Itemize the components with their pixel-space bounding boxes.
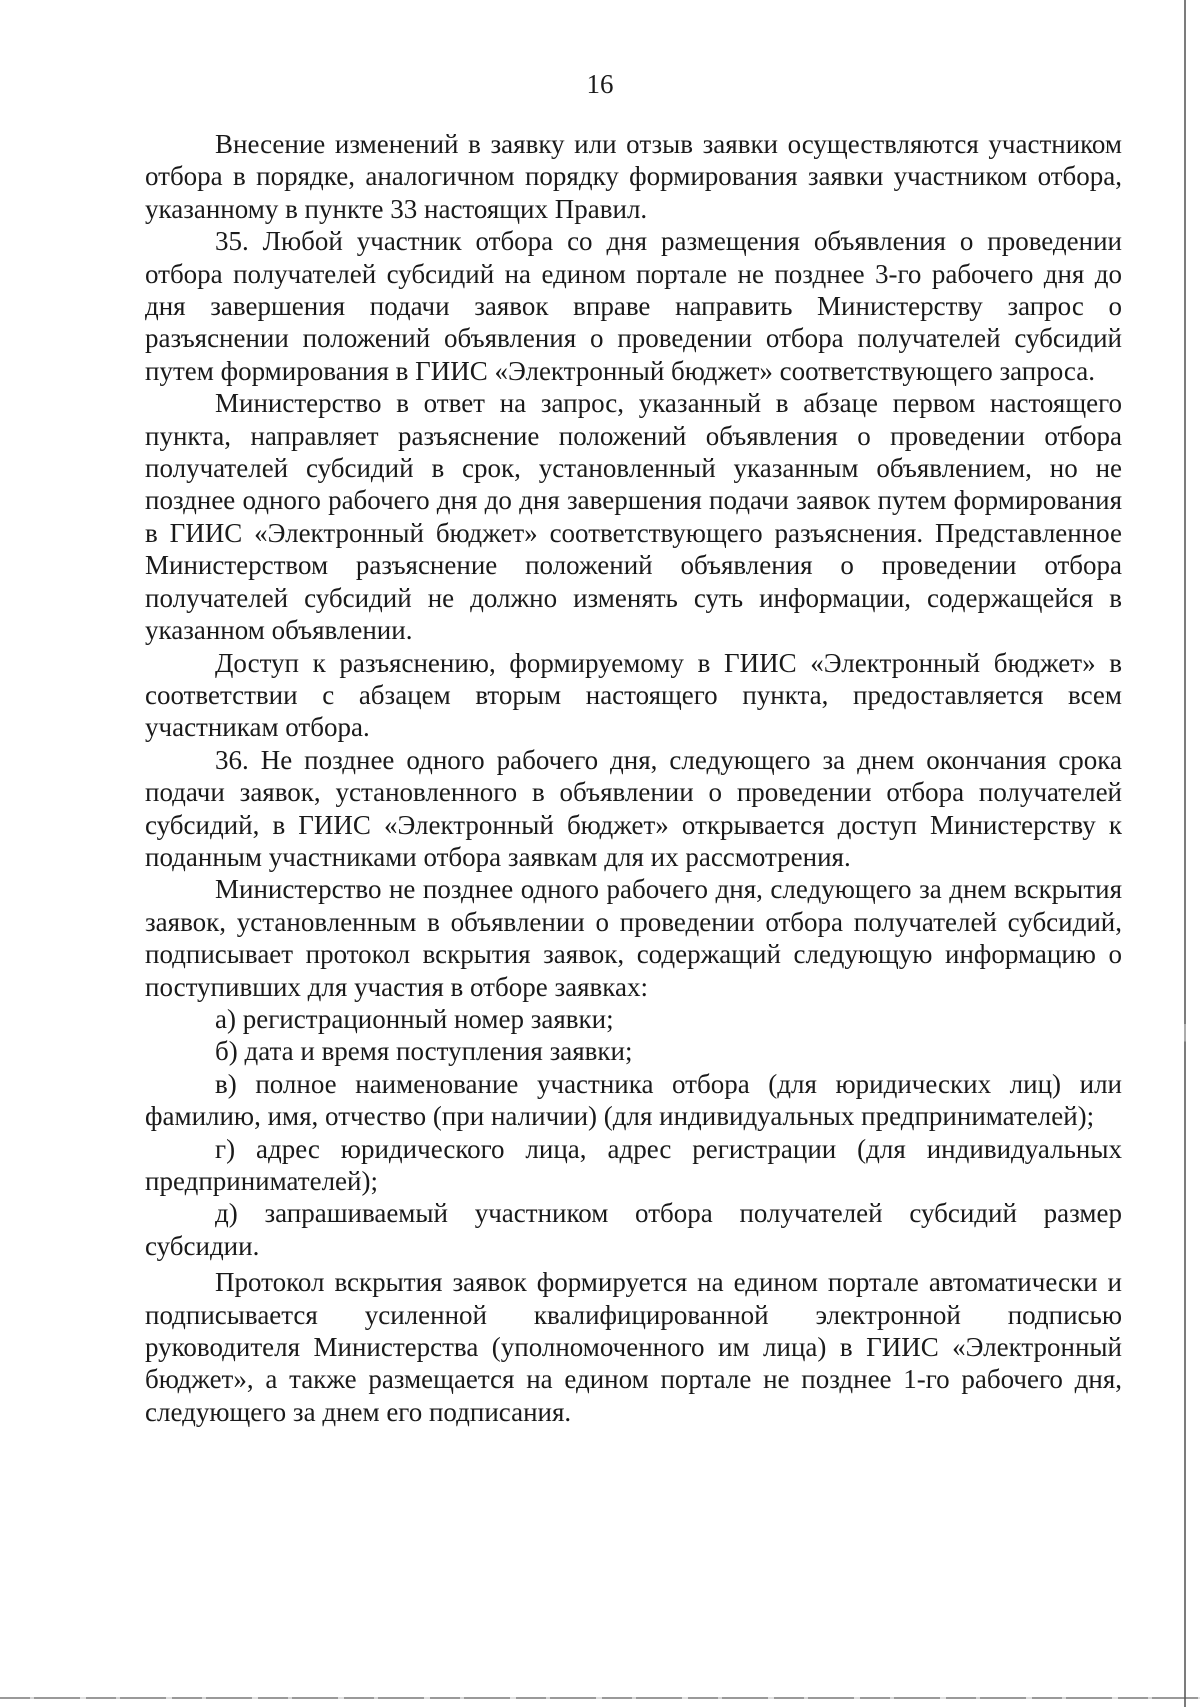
scan-edge-right	[1184, 0, 1186, 1707]
paragraph-item-36: 36. Не позднее одного рабочего дня, следующего за днем окончания срока подачи заявок, установленного в объявлении о проведении отбора получателей субсидий, в ГИИС «Электронный бюджет» открывается доступ Министерству к поданным участниками отбора заявкам для их рассмотрения.	[145, 744, 1122, 872]
list-item-d: д) запрашиваемый участником отбора получателей субсидий размер субсидии.	[145, 1198, 1122, 1261]
paragraph-item-35: 35. Любой участник отбора со дня размещения объявления о проведении отбора получателей субсидий на едином портале не позднее 3-го рабочего дня до дня завершения подачи заявок вправе направить Министерству запрос о разъяснении положений объявления о проведении отбора получателей субсидий путем формирования в ГИИС «Электронный бюджет» соответствующего запроса.	[145, 226, 1122, 386]
document-body	[145, 128, 1122, 1428]
paragraph-amendment-withdrawal: Внесение изменений в заявку или отзыв заявки осуществляются участником отбора в порядке, аналогичном порядку формирования заявки участником отбора, указанному в пункте 33 настоящих Правил.	[145, 129, 1122, 224]
list-item-v: в) полное наименование участника отбора (для юридических лиц) или фамилию, имя, отчество (при наличии) (для индивидуальных предпринимателей);	[145, 1068, 1122, 1132]
paragraph-protocol-signing: Протокол вскрытия заявок формируется на едином портале автоматически и подписывается усиленной квалифицированной электронной подписью руководителя Министерства (уполномоченного им лица) в ГИИС «Электронный бюджет», а также размещается на едином портале не позднее 1-го рабочего дня, следующего за днем его подписания.	[145, 1267, 1122, 1427]
paragraph-ministry-response: Министерство в ответ на запрос, указанный в абзаце первом настоящего пункта, направляет разъяснение положений объявления о проведении отбора получателей субсидий в срок, установленный указанным объявлением, но не позднее одного рабочего дня до дня завершения подачи заявок путем формирования в ГИИС «Электронный бюджет» соответствующего разъяснения. Представленное Министерством разъяснение положений объявления о проведении отбора получателей субсидий не должно изменять суть информации, содержащейся в указанном объявлении.	[145, 388, 1122, 646]
paragraph-access-clarification: Доступ к разъяснению, формируемому в ГИИС «Электронный бюджет» в соответствии с абзацем вторым настоящего пункта, предоставляется всем участникам отбора.	[145, 647, 1122, 743]
scan-edge-bottom	[0, 1697, 1200, 1699]
list-item-a: а) регистрационный номер заявки;	[215, 1003, 614, 1034]
paragraph-opening-protocol: Министерство не позднее одного рабочего дня, следующего за днем вскрытия заявок, установленным в объявлении о проведении отбора получателей субсидий, подписывает протокол вскрытия заявок, содержащий следующую информацию о поступивших для участия в отборе заявках:	[145, 874, 1122, 1002]
page-number: 16	[586, 69, 614, 99]
list-item-b: б) дата и время поступления заявки;	[215, 1036, 633, 1067]
list-item-g: г) адрес юридического лица, адрес регистрации (для индивидуальных предпринимателей);	[145, 1133, 1122, 1196]
